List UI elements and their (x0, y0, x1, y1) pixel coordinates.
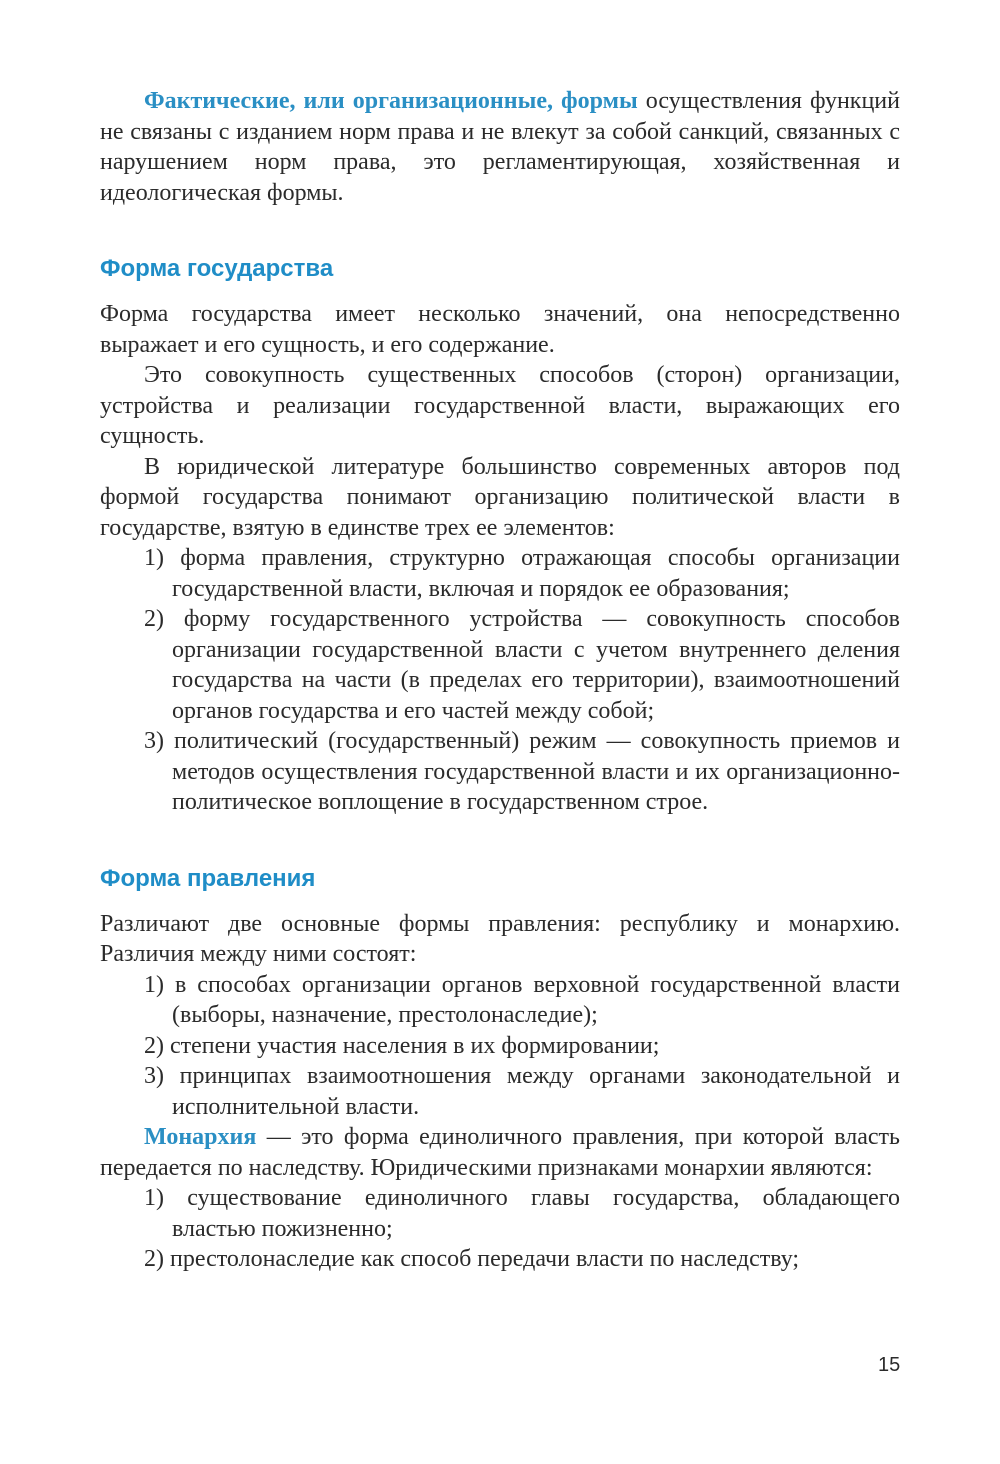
section1-paragraph-2: Это совокупность существенных способов (сторон) организации, устройства и реализации государственной власти, выражающих его сущность. (100, 362, 900, 449)
term-factual-forms: Фактические, или организационные, формы (144, 88, 638, 114)
page-number: 15 (878, 1354, 901, 1376)
list-item: 2) степени участия населения в их формировании; (144, 1032, 660, 1059)
intro-paragraph-text: осуществления функций не связаны с изданием норм права и не влекут за собой санкций, связанных с нарушением норм права, это регламентирующая, хозяйственная и идеологическая формы. (100, 88, 900, 206)
list-item: 1) существование единоличного главы государства, обладающего властью пожизненно; (144, 1185, 900, 1242)
monarchy-paragraph (100, 1122, 900, 1183)
monarchy-features-list (100, 1183, 900, 1275)
monarchy-paragraph-text: — это форма единоличного правления, при которой власть передается по наследству. Юридическими признаками монархии являются: (100, 1124, 900, 1181)
section-heading-state-form: Форма государства (100, 255, 334, 282)
section1-paragraph-3: В юридической литературе большинство современных авторов под формой государства понимают организацию политической власти в государстве, взятую в единстве трех ее элементов: (100, 453, 900, 541)
list-item: 2) форму государственного устройства — совокупность способов организации государственной власти с учетом внутреннего деления государства на части (в пределах его территории), взаимоотношений органов государства и его частей между собой; (144, 606, 900, 724)
section2-paragraph-1: Различают две основные формы правления: республику и монархию. Различия между ними состоят: (100, 910, 900, 967)
page-content (100, 86, 900, 1275)
list-item: 2) престолонаследие как способ передачи власти по наследству; (144, 1246, 800, 1272)
list-item: 3) политический (государственный) режим — совокупность приемов и методов осуществления государственной власти и их организационно-политическое воплощение в государственном строе. (144, 728, 900, 815)
state-form-elements-list (100, 543, 900, 818)
term-monarchy: Монархия (144, 1124, 257, 1150)
section-heading-government-form: Форма правления (100, 864, 316, 892)
list-item: 1) в способах организации органов верховной государственной власти (выборы, назначение, престолонаследие); (144, 971, 900, 1028)
list-item: 3) принципах взаимоотношения между органами законодательной и исполнительной власти. (144, 1063, 900, 1120)
list-item: 1) форма правления, структурно отражающая способы организации государственной власти, включая и порядок ее образования; (144, 545, 900, 602)
section1-paragraph-1: Форма государства имеет несколько значений, она непосредственно выражает и его сущность, и его содержание. (100, 301, 900, 358)
intro-paragraph (100, 86, 900, 208)
government-differences-list (100, 970, 900, 1123)
